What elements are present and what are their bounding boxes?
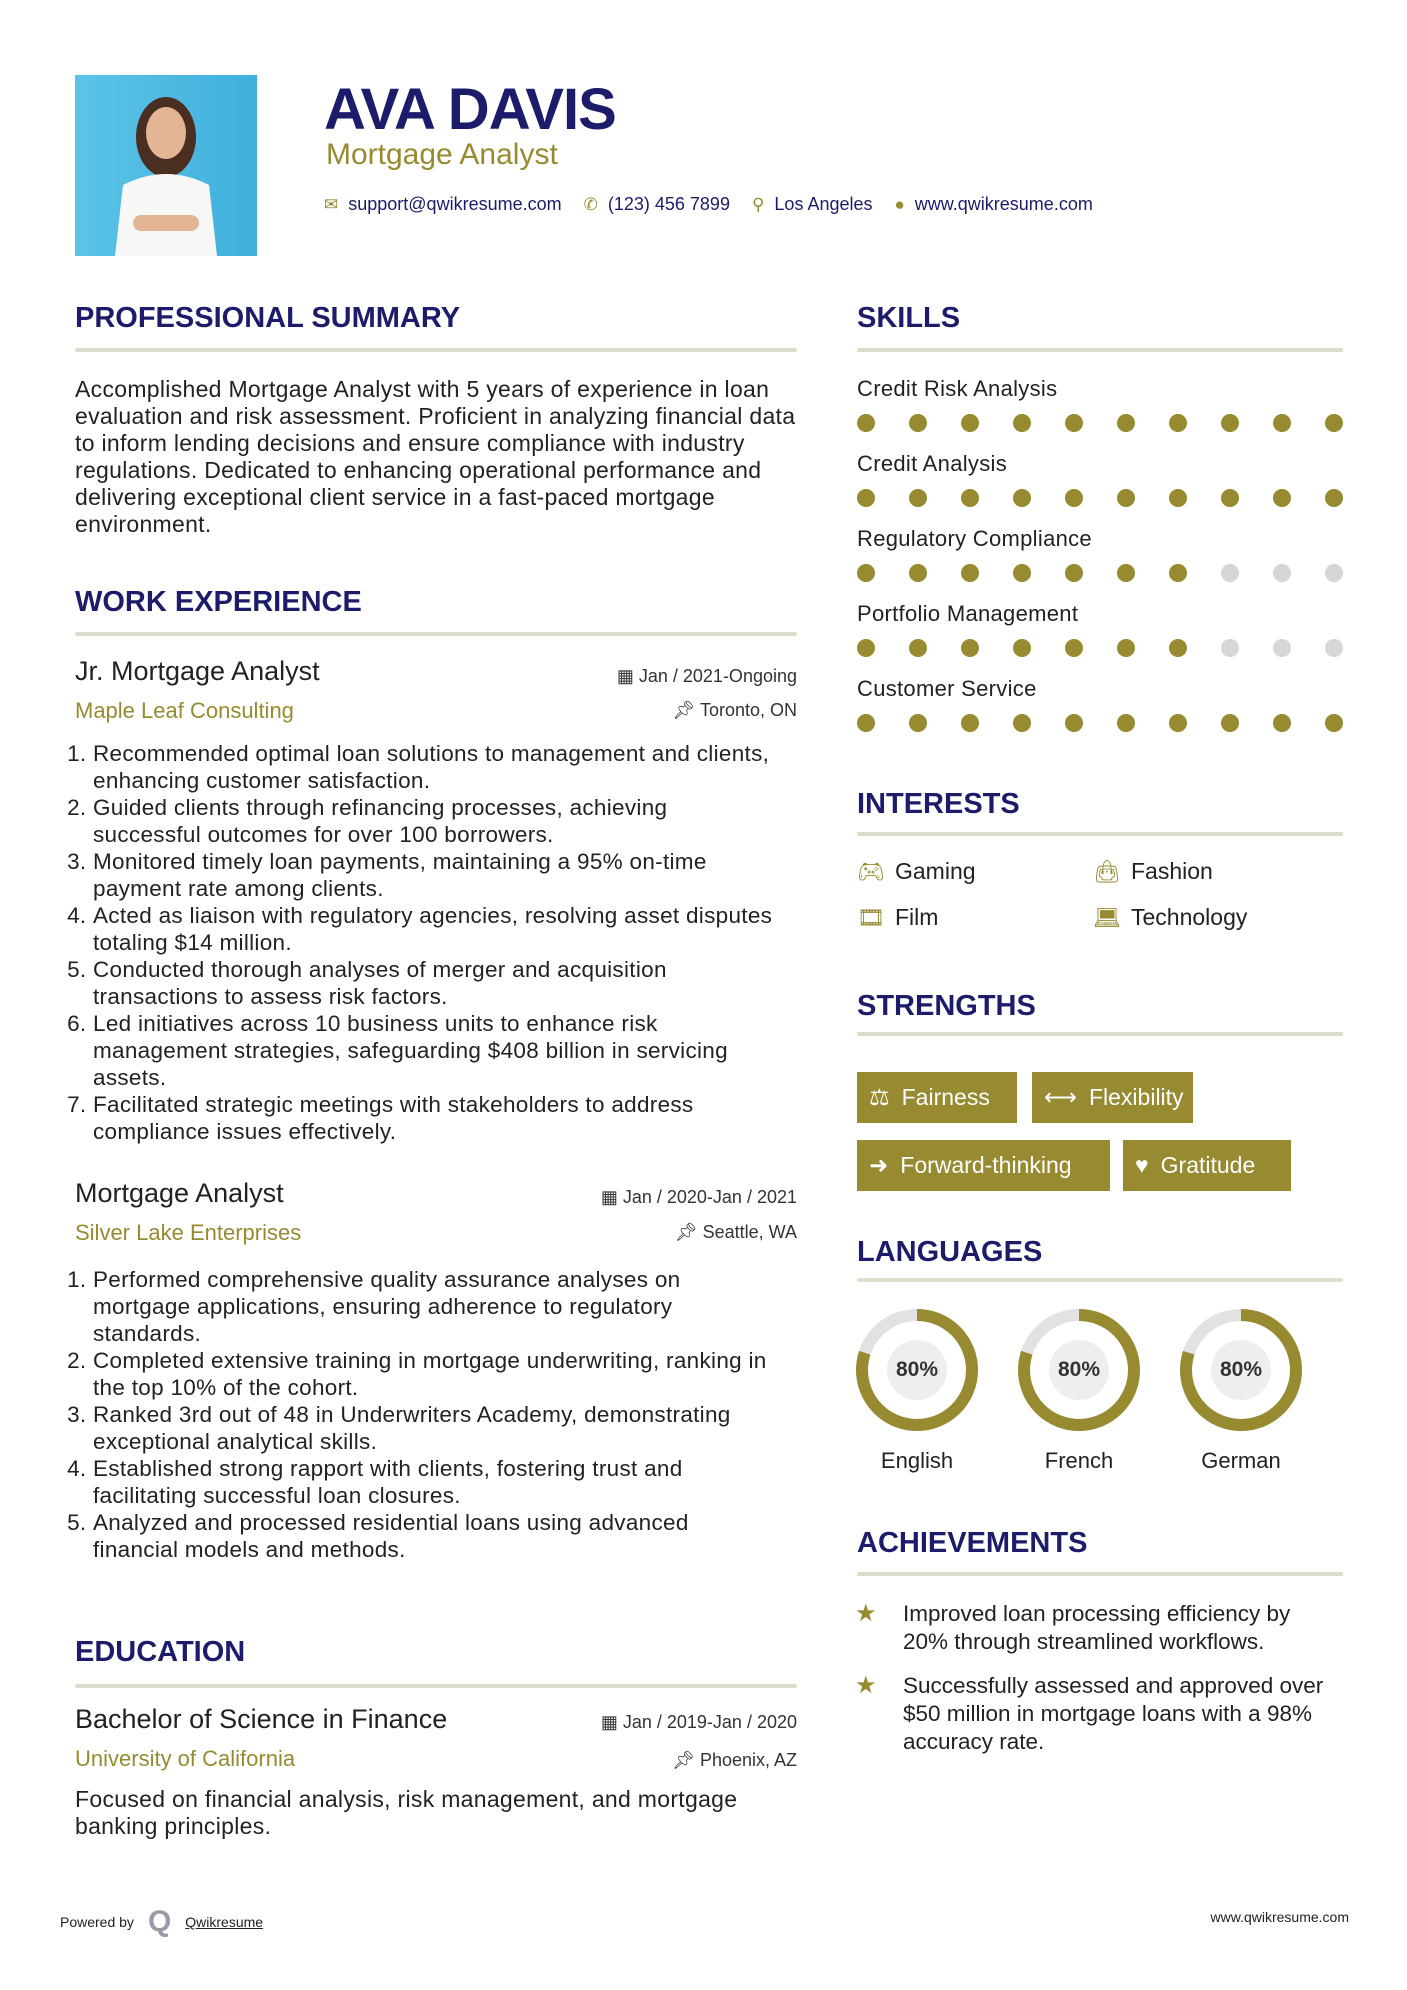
laptop-icon: 💻︎: [1093, 904, 1121, 930]
film-icon: 🎞︎: [857, 904, 885, 930]
rating-dot: [857, 639, 875, 657]
strength-label: Flexibility: [1088, 1084, 1184, 1110]
list-item: 6. Led initiatives across 10 business units to enhance risk management strategies, safeguarding $408 billion in servicing assets.: [93, 1010, 779, 1091]
candidate-name: AVA DAVIS: [324, 77, 616, 142]
language-percent: 80%: [1057, 1358, 1101, 1381]
rating-dot: [1117, 714, 1135, 732]
language-item: [855, 1308, 979, 1474]
achievement-text: Successfully assessed and approved over $50 million in mortgage loans with a 98% accuracy rate.: [903, 1673, 1324, 1754]
experience-heading: WORK EXPERIENCE: [75, 586, 362, 618]
rating-dot: [1117, 639, 1135, 657]
rating-dot: [1117, 414, 1135, 432]
pin-icon: 📌︎: [674, 1222, 703, 1242]
job-title-2: Mortgage Analyst: [75, 1178, 284, 1208]
language-name: German: [1201, 1448, 1281, 1473]
rating-dot: [1013, 714, 1031, 732]
divider: [75, 348, 797, 352]
profile-photo: [75, 75, 257, 256]
rating-dot: [1065, 489, 1083, 507]
summary-text: Accomplished Mortgage Analyst with 5 years of experience in loan evaluation and risk assessment. Proficient in analyzing financial data to inform lending decisions and ensure compliance with industry regulations. Dedicated to enhancing operational performance and delivering exceptional client service in a fast-paced mortgage environment.: [75, 376, 796, 537]
strength-badge: [857, 1140, 1110, 1191]
skill-name: Regulatory Compliance: [857, 526, 1092, 551]
date-text: Jan / 2019-Jan / 2020: [622, 1712, 797, 1732]
rating-dot: [1325, 564, 1343, 582]
language-progress-ring: [1017, 1308, 1141, 1432]
skill-rating: [857, 414, 1343, 432]
heart-icon: ♥: [1135, 1152, 1149, 1178]
achievements-heading: ACHIEVEMENTS: [857, 1527, 1088, 1559]
rating-dot: [909, 489, 927, 507]
interest-label: Fashion: [1131, 858, 1213, 884]
summary-heading: PROFESSIONAL SUMMARY: [75, 302, 461, 334]
rating-dot: [857, 489, 875, 507]
strength-badge: [1123, 1140, 1291, 1191]
interest-fashion: [1093, 858, 1213, 885]
envelope-icon: ✉: [324, 194, 339, 214]
language-percent: 80%: [895, 1358, 939, 1381]
rating-dot: [909, 639, 927, 657]
map-marker-icon: ⚲: [751, 194, 765, 214]
achievement-item: [855, 1600, 1335, 1656]
rating-dot: [1273, 489, 1291, 507]
strength-label: Gratitude: [1160, 1152, 1256, 1178]
interests-heading: INTERESTS: [857, 788, 1020, 820]
rating-dot: [857, 414, 875, 432]
divider: [75, 632, 797, 636]
divider: [857, 832, 1343, 836]
list-item: 2. Completed extensive training in mortgage underwriting, ranking in the top 10% of the cohort.: [93, 1347, 779, 1401]
rating-dot: [961, 414, 979, 432]
location-text: Los Angeles: [774, 194, 873, 214]
achievement-text: Improved loan processing efficiency by 20% through streamlined workflows.: [903, 1601, 1291, 1654]
divider: [75, 1684, 797, 1688]
education-text: Focused on financial analysis, risk management, and mortgage banking principles.: [75, 1786, 738, 1839]
school-name: University of California: [75, 1746, 296, 1771]
job-company-2: Silver Lake Enterprises: [75, 1220, 302, 1245]
star-icon: ★: [855, 1672, 877, 1699]
skill-rating: [857, 564, 1343, 582]
date-text: Jan / 2021-Ongoing: [638, 666, 797, 686]
phone-text: (123) 456 7899: [607, 194, 730, 214]
list-item: 2. Guided clients through refinancing processes, achieving successful outcomes for over 100 borrowers.: [93, 794, 779, 848]
job-title-1: Jr. Mortgage Analyst: [75, 656, 320, 686]
rating-dot: [1221, 714, 1239, 732]
rating-dot: [857, 564, 875, 582]
divider: [857, 1572, 1343, 1576]
shopping-bag-icon: 👜︎: [1093, 858, 1121, 884]
gamepad-icon: 🎮︎: [857, 858, 885, 884]
calendar-icon: ▦: [600, 1712, 623, 1732]
divider: [857, 1032, 1343, 1036]
list-item: 5. Conducted thorough analyses of merger and acquisition transactions to assess risk factors.: [93, 956, 779, 1010]
calendar-icon: ▦: [600, 1187, 623, 1207]
rating-dot: [1273, 564, 1291, 582]
rating-dot: [1065, 414, 1083, 432]
skill-item: [857, 526, 1343, 601]
skill-rating: [857, 639, 1343, 657]
language-name: French: [1044, 1448, 1114, 1473]
rating-dot: [961, 714, 979, 732]
arrow-right-icon: ➜: [869, 1152, 889, 1178]
skills-heading: SKILLS: [857, 302, 961, 334]
skill-item: [857, 451, 1343, 526]
job-company-1: Maple Leaf Consulting: [75, 698, 294, 723]
job-date-1: [617, 666, 797, 687]
list-item: 1. Recommended optimal loan solutions to management and clients, enhancing customer satisfaction.: [93, 740, 779, 794]
arrows-h-icon: ⟷: [1044, 1084, 1077, 1110]
date-text: Jan / 2020-Jan / 2021: [622, 1187, 797, 1207]
rating-dot: [1325, 414, 1343, 432]
languages-heading: LANGUAGES: [857, 1236, 1043, 1268]
job-bullets-2: [75, 1266, 779, 1563]
strength-badge: [1032, 1072, 1193, 1123]
rating-dot: [1221, 564, 1239, 582]
job-bullets-1: [75, 740, 779, 1145]
globe-icon: ●: [894, 194, 905, 214]
education-heading: EDUCATION: [75, 1636, 246, 1668]
skill-rating: [857, 489, 1343, 507]
qwikresume-link[interactable]: Qwikresume: [185, 1914, 264, 1930]
language-progress-ring: [1179, 1308, 1303, 1432]
language-percent: 80%: [1219, 1358, 1263, 1381]
rating-dot: [1169, 414, 1187, 432]
rating-dot: [1065, 714, 1083, 732]
list-item: 3. Monitored timely loan payments, maintaining a 95% on-time payment rate among clients.: [93, 848, 779, 902]
interest-label: Film: [895, 904, 939, 930]
skill-name: Portfolio Management: [857, 601, 1079, 626]
footer-powered: [60, 1905, 263, 1939]
strengths-heading: STRENGTHS: [857, 990, 1036, 1022]
languages-list: [855, 1308, 1303, 1474]
rating-dot: [961, 489, 979, 507]
list-item: 7. Facilitated strategic meetings with stakeholders to address compliance issues effectively.: [93, 1091, 779, 1145]
job-location-1: [672, 700, 797, 721]
rating-dot: [1325, 714, 1343, 732]
rating-dot: [1013, 414, 1031, 432]
rating-dot: [1273, 714, 1291, 732]
skill-rating: [857, 714, 1343, 732]
strength-label: Fairness: [901, 1084, 990, 1110]
balance-scale-icon: ⚖: [869, 1084, 890, 1110]
rating-dot: [1325, 639, 1343, 657]
skills-list: [857, 376, 1343, 751]
rating-dot: [1221, 639, 1239, 657]
qwikresume-logo-icon: Q: [147, 1905, 172, 1938]
divider: [857, 1278, 1343, 1282]
rating-dot: [1273, 639, 1291, 657]
list-item: 4. Acted as liaison with regulatory agencies, resolving asset disputes totaling $14 million.: [93, 902, 779, 956]
list-item: 1. Performed comprehensive quality assurance analyses on mortgage applications, ensuring adherence to regulatory standards.: [93, 1266, 779, 1347]
rating-dot: [961, 564, 979, 582]
interest-label: Technology: [1131, 904, 1248, 930]
list-item: 4. Established strong rapport with clients, fostering trust and facilitating successful loan closures.: [93, 1455, 779, 1509]
list-item: 3. Ranked 3rd out of 48 in Underwriters Academy, demonstrating exceptional analytical skills.: [93, 1401, 779, 1455]
rating-dot: [1273, 414, 1291, 432]
education-date: [601, 1712, 797, 1733]
rating-dot: [1169, 714, 1187, 732]
interest-film: [857, 904, 938, 931]
location-text: Seattle, WA: [702, 1222, 797, 1242]
location-text: Phoenix, AZ: [699, 1750, 797, 1770]
rating-dot: [1065, 639, 1083, 657]
language-name: English: [880, 1448, 954, 1473]
rating-dot: [909, 714, 927, 732]
rating-dot: [1117, 489, 1135, 507]
skill-name: Credit Risk Analysis: [857, 376, 1058, 401]
contact-bar: [324, 194, 1093, 215]
education-location: [672, 1750, 797, 1771]
interest-technology: [1093, 904, 1247, 931]
rating-dot: [1013, 564, 1031, 582]
rating-dot: [1221, 489, 1239, 507]
language-item: [1179, 1308, 1303, 1474]
rating-dot: [857, 714, 875, 732]
rating-dot: [909, 564, 927, 582]
rating-dot: [961, 639, 979, 657]
degree-title: Bachelor of Science in Finance: [75, 1704, 448, 1734]
achievement-item: [855, 1672, 1335, 1756]
strength-badge: [857, 1072, 1017, 1123]
star-icon: ★: [855, 1600, 877, 1627]
strength-label: Forward-thinking: [900, 1152, 1072, 1178]
pin-icon: 📌︎: [672, 700, 700, 720]
job-date-2: [601, 1187, 797, 1208]
divider: [857, 348, 1343, 352]
rating-dot: [1221, 414, 1239, 432]
phone-icon: ✆: [583, 194, 598, 214]
interest-gaming: [857, 858, 976, 885]
rating-dot: [1117, 564, 1135, 582]
rating-dot: [1325, 489, 1343, 507]
language-progress-ring: [855, 1308, 979, 1432]
pin-icon: 📌︎: [672, 1750, 700, 1770]
job-title: Mortgage Analyst: [326, 138, 558, 171]
calendar-icon: ▦: [616, 666, 639, 686]
rating-dot: [1169, 639, 1187, 657]
list-item: 5. Analyzed and processed residential loans using advanced financial models and methods.: [93, 1509, 779, 1563]
skill-item: [857, 676, 1343, 751]
website-link[interactable]: www.qwikresume.com: [914, 194, 1093, 214]
language-item: [1017, 1308, 1141, 1474]
rating-dot: [1169, 564, 1187, 582]
email-link[interactable]: support@qwikresume.com: [348, 194, 562, 214]
location-text: Toronto, ON: [699, 700, 797, 720]
skill-name: Customer Service: [857, 676, 1037, 701]
interest-label: Gaming: [895, 858, 976, 884]
rating-dot: [1065, 564, 1083, 582]
powered-by-text: Powered by: [60, 1914, 134, 1930]
rating-dot: [1169, 489, 1187, 507]
rating-dot: [1013, 489, 1031, 507]
rating-dot: [1013, 639, 1031, 657]
skill-item: [857, 601, 1343, 676]
footer-website[interactable]: www.qwikresume.com: [1210, 1909, 1349, 1925]
skill-name: Credit Analysis: [857, 451, 1008, 476]
rating-dot: [909, 414, 927, 432]
job-location-2: [675, 1222, 797, 1243]
skill-item: [857, 376, 1343, 451]
